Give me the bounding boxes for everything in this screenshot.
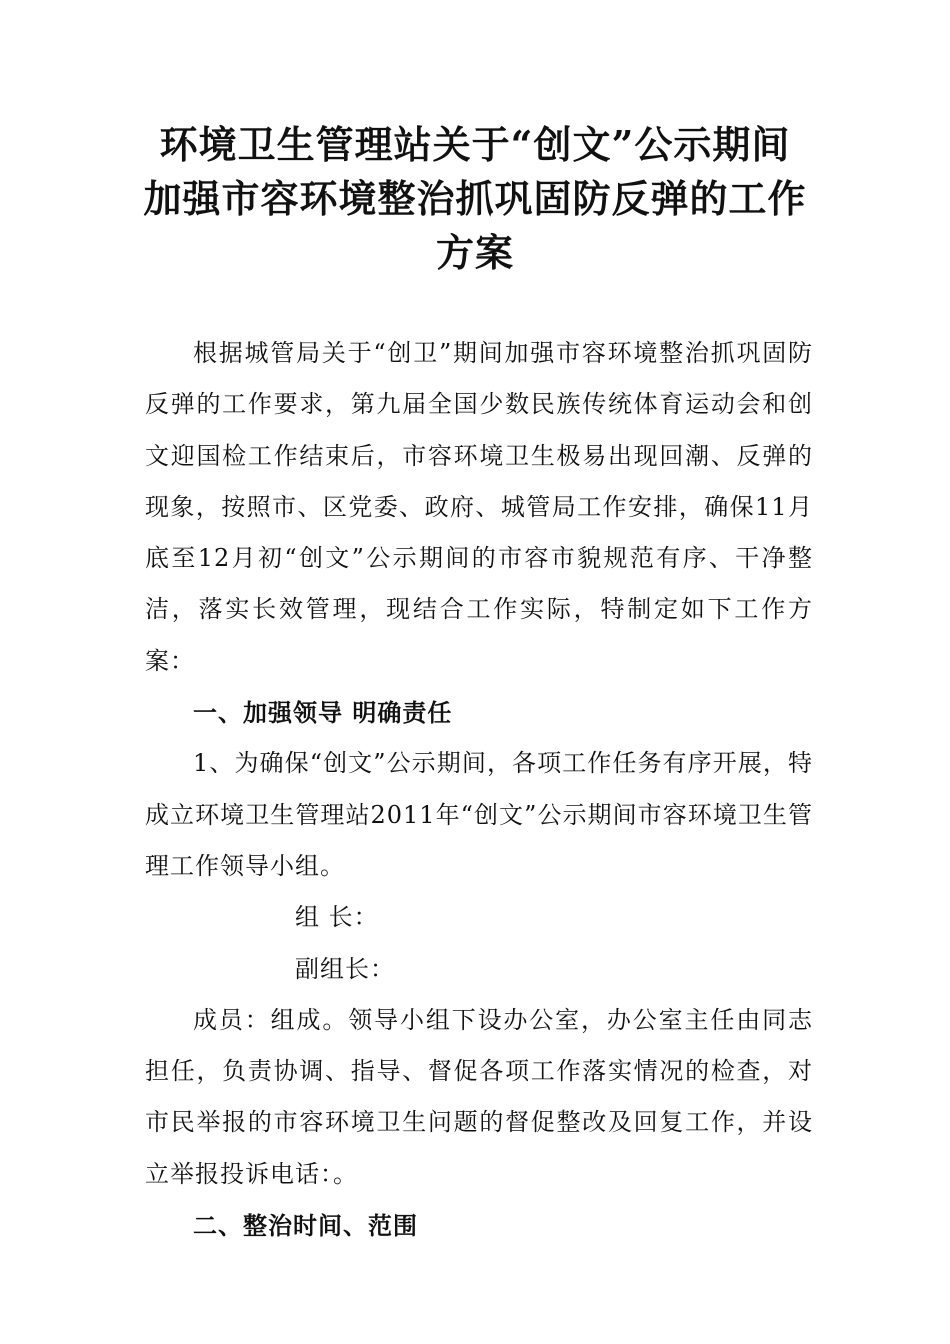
document-body (145, 328, 813, 1251)
document-title (140, 118, 810, 280)
title-line-2: 加强市容环境整治抓巩固防反弹的工作 (143, 176, 807, 221)
members-paragraph: 成员：组成。领导小组下设办公室，办公室主任由同志担任，负责协调、指导、督促各项工作落实情况的检查，对市民举报的市容环境卫生问题的督促整改及回复工作，并设立举报投诉电话：。 (145, 1005, 813, 1188)
intro-paragraph: 根据城管局关于“创卫”期间加强市容环境整治抓巩固防反弹的工作要求，第九届全国少数民族传统体育运动会和创文迎国检工作结束后，市容环境卫生极易出现回潮、反弹的现象，按照市、区党委、政府、城管局工作安排，确保11月底至12月初“创文”公示期间的市容市貌规范有序、干净整洁，落实长效管理，现结合工作实际，特制定如下工作方案： (145, 339, 813, 675)
section-2-heading: 二、整治时间、范围 (193, 1211, 418, 1241)
leader-line: 组 长： (295, 903, 379, 932)
section-1-heading: 一、加强领导 明确责任 (193, 698, 453, 728)
title-line-3: 方案 (435, 230, 514, 275)
deputy-leader-line: 副组长： (295, 954, 395, 983)
title-line-1: 环境卫生管理站关于“创文”公示期间 (159, 122, 791, 167)
section-1-item-1: 1、为确保“创文”公示期间，各项工作任务有序开展，特成立环境卫生管理站2011年“创文”公示期间市容环境卫生管理工作领导小组。 (145, 749, 813, 880)
